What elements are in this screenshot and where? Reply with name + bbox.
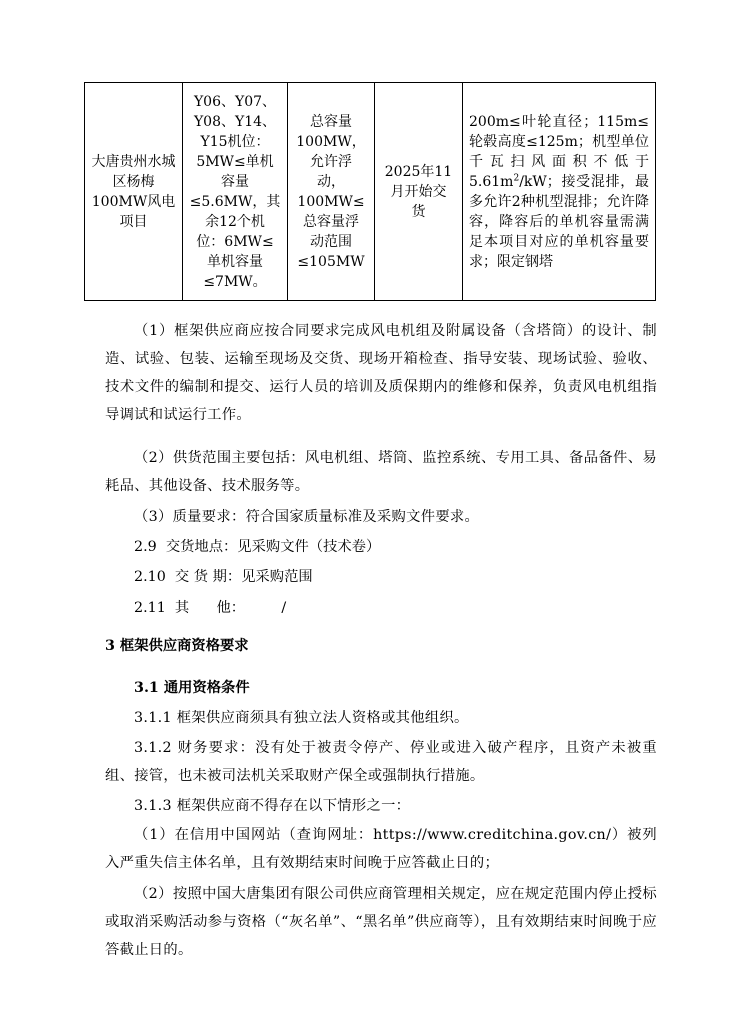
project-name-cell xyxy=(85,83,183,301)
delivery-time: 2025年11 月开始交 货 xyxy=(384,163,453,220)
requirements-part-b: /kW；接受混排，最多允许2种机型混排；允许降容，降容后的单机容量需满足本项目对应的单机容量要求；限定钢塔 xyxy=(469,173,649,270)
technical-requirements xyxy=(469,112,649,272)
other-item: 2.11 其 他： / xyxy=(134,600,287,616)
paragraph-quality: （3）质量要求：符合国家质量标准及采购文件要求。 xyxy=(134,509,480,525)
technical-requirements-cell xyxy=(463,83,656,301)
section-heading: 3 框架供应商资格要求 xyxy=(105,638,249,654)
paragraph-scope: （1）框架供应商应按合同要求完成风电机组及附属设备（含塔筒）的设计、制造、试验、包装、运输至现场及交货、现场开箱检查、指导安装、现场试验、验收、技术文件的编制和提交、运行人员的培训及质保期内的维修和保养，负责风电机组指导调试和试运行工作。 xyxy=(105,323,657,423)
paragraph-3-1-1: 3.1.1 框架供应商须具有独立法人资格或其他组织。 xyxy=(134,710,469,726)
paragraph-credit-china: （1）在信用中国网站（查询网址：https://www.creditchina.gov.cn/）被列入严重失信主体名单，且有效期结束时间晚于应答截止日的； xyxy=(105,827,657,871)
turbine-positions: Y06、Y07、 Y08、Y14、 Y15机位： 5MW≤单机 容量 ≤5.6MW，其 余12个机 位：6MW≤ 单机容量 ≤7MW。 xyxy=(189,93,281,290)
subsection-heading: 3.1 通用资格条件 xyxy=(134,680,250,696)
delivery-time-cell xyxy=(375,83,463,301)
requirements-superscript: 2 xyxy=(513,172,520,183)
paragraph-supply-range: （2）供货范围主要包括：风电机组、塔筒、监控系统、专用工具、备品备件、易耗品、其他设备、技术服务等。 xyxy=(105,450,657,494)
paragraph-3-1-2: 3.1.2 财务要求：没有处于被责令停产、停业或进入破产程序，且资产未被重组、接管，也未被司法机关采取财产保全或强制执行措施。 xyxy=(105,740,657,784)
specification-table xyxy=(84,82,656,301)
delivery-location: 2.9 交货地点：见采购文件（技术卷） xyxy=(134,539,381,555)
paragraph-3-1-3: 3.1.3 框架供应商不得存在以下情形之一： xyxy=(134,798,411,814)
total-capacity: 总容量 100MW， 允许浮 动， 100MW≤ 总容量浮 动范围 ≤105MW xyxy=(296,113,366,270)
turbine-positions-cell xyxy=(183,83,288,301)
project-name: 大唐贵州水城区杨梅100MW风电项目 xyxy=(91,153,176,230)
total-capacity-cell xyxy=(288,83,375,301)
requirements-part-a: 200m≤叶轮直径；115m≤轮毂高度≤125m；机型单位千瓦扫风面积不低于5.61m xyxy=(469,113,649,190)
delivery-period: 2.10 交 货 期：见采购范围 xyxy=(134,569,313,585)
table-row xyxy=(85,83,656,301)
paragraph-blacklist: （2）按照中国大唐集团有限公司供应商管理相关规定，应在规定范围内停止授标或取消采购活动参与资格（“灰名单”、“黑名单”供应商等），且有效期结束时间晚于应答截止日的。 xyxy=(105,886,657,958)
